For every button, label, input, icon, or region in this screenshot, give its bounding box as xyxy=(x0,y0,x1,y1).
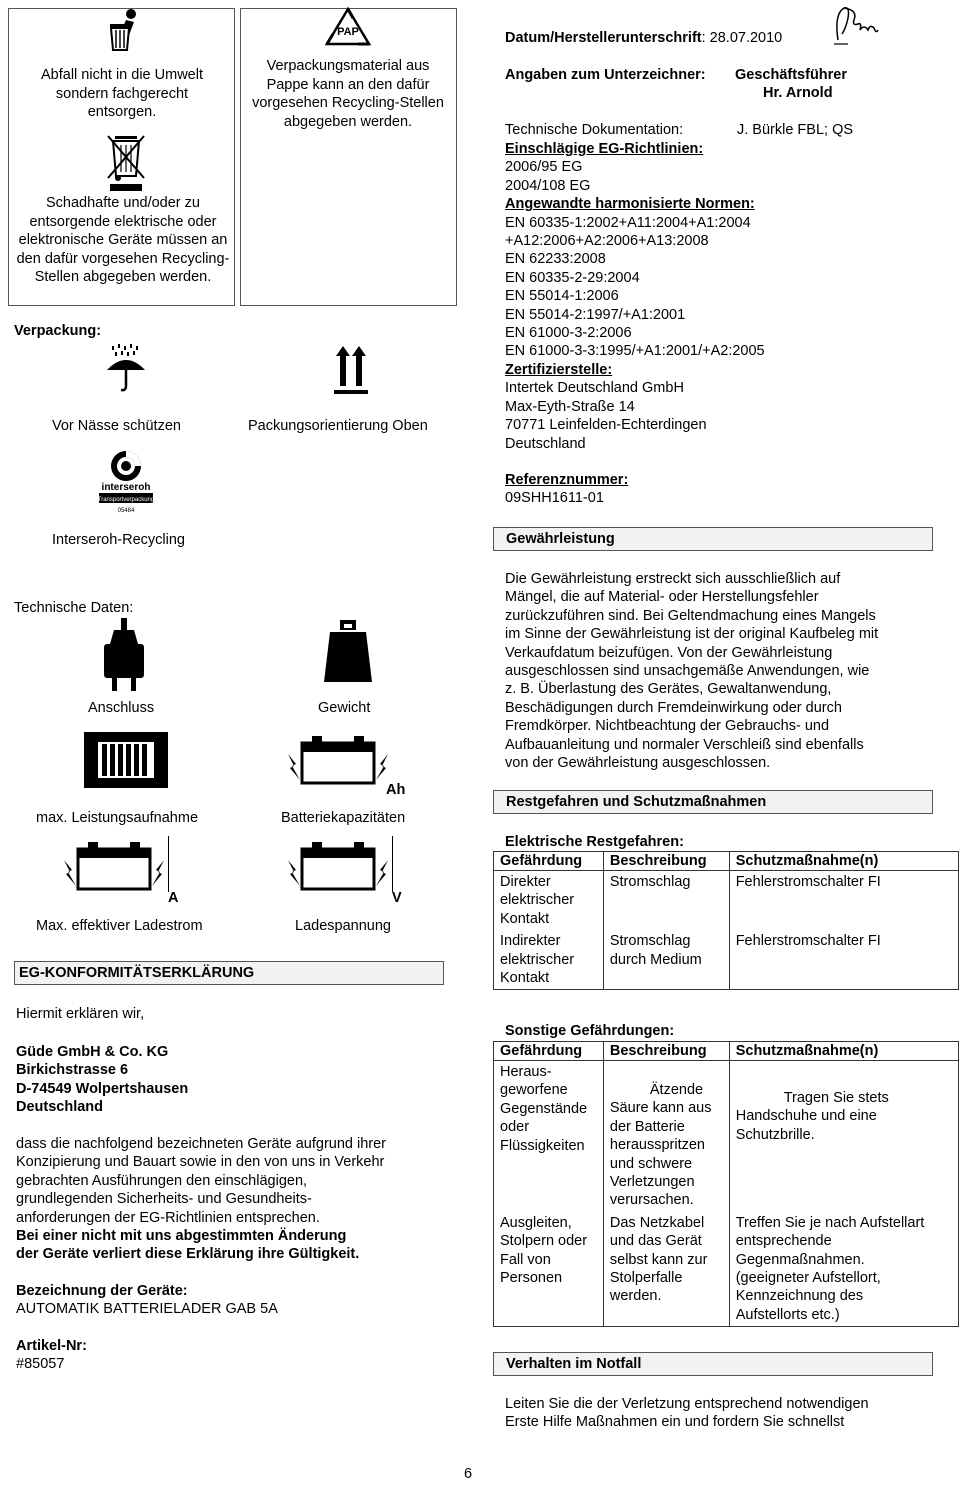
measure-cell-line: Gegenmaßnahmen. xyxy=(735,1251,865,1268)
desc-cell-line: herausspritzen xyxy=(609,1137,705,1154)
warranty-line: ausgeschlossen sind unsachgemäße Anwendungen, wie xyxy=(505,663,870,680)
warranty-line: Beschädigungen durch Fremdeinwirkung oder durch xyxy=(505,699,842,716)
warranty-line: Aufbauanleitung und normaler Verschleiß sind ebenfalls xyxy=(505,736,864,753)
charging-voltage-label: Ladespannung xyxy=(295,918,391,934)
hazard-cell-line: Fall von xyxy=(500,1251,551,1268)
measure-cell-line: Handschuhe und eine xyxy=(735,1108,877,1125)
company-country: Deutschland xyxy=(16,1099,104,1116)
device-name: AUTOMATIK BATTERIELADER GAB 5A xyxy=(16,1301,278,1317)
desc-cell-line: der Batterie xyxy=(609,1118,685,1135)
charging-current-icon xyxy=(60,836,172,904)
table-row xyxy=(494,1061,959,1212)
hazard-cell-line: elektrischer xyxy=(500,951,575,968)
col-measure: Schutzmaßnahme(n) xyxy=(729,852,958,871)
norm-item: EN 55014-1:2006 xyxy=(505,288,619,305)
desc-cell-line: Stromschlag xyxy=(609,874,691,890)
ec-body-line: Konzipierung und Bauart sowie in den von uns in Verkehr xyxy=(16,1154,385,1171)
article-number: #85057 xyxy=(16,1356,65,1372)
wet-label: Vor Nässe schützen xyxy=(52,418,181,434)
signature xyxy=(828,4,882,48)
col-measure: Schutzmaßnahme(n) xyxy=(729,1042,958,1061)
cert-heading: Zertifizierstelle: xyxy=(505,361,613,378)
ec-body-line: anforderungen der EG-Richtlinien entsprechen. xyxy=(16,1209,320,1226)
interseroh-logo xyxy=(96,448,156,516)
charging-current-label: Max. effektiver Ladestrom xyxy=(36,918,203,934)
power-label: max. Leistungsaufnahme xyxy=(36,810,199,826)
ec-body-line: gebrachten Ausführungen den einschlägigen, xyxy=(16,1172,308,1189)
signer-role: Geschäftsführer xyxy=(735,67,848,83)
table-row xyxy=(494,1212,959,1327)
col-hazard: Gefährdung xyxy=(494,1042,604,1061)
date-value: : 28.07.2010 xyxy=(701,30,783,46)
trash-bin-icon xyxy=(104,8,144,52)
ec-body-line: dass die nachfolgend bezeichneten Geräte aufgrund ihrer xyxy=(16,1136,387,1152)
hazard-cell-line: Flüssigkeiten xyxy=(500,1137,585,1154)
directives-block xyxy=(505,140,765,453)
norm-item: EN 60335-2-29:2004 xyxy=(505,269,640,286)
norm-item: EN 60335-1:2002+A11:2004+A1:2004 xyxy=(505,214,751,231)
company-street: Birkichstrasse 6 xyxy=(16,1062,129,1079)
techdoc-value: J. Bürkle FBL; QS xyxy=(737,122,854,138)
hazard-cell-line: Direkter xyxy=(500,874,551,890)
measure-cell-line: Kennzeichnung des xyxy=(735,1288,864,1305)
residual-heading: Restgefahren und Schutzmaßnahmen xyxy=(493,790,933,814)
disposal-text: Abfall nicht in die Umwelt sondern fachgerecht entsorgen. xyxy=(41,67,203,120)
desc-cell-line: Stolperfalle xyxy=(609,1270,683,1287)
warranty-line: zurückzuführen sind. Bei Geltendmachung eines Mangels xyxy=(505,607,876,624)
pap-text: Verpackungsmaterial aus Pappe kann an den dafür vorgesehen Recycling-Stellen abgegeben werden. xyxy=(252,58,444,130)
cert-line: Intertek Deutschland GmbH xyxy=(505,380,684,397)
cert-line: Max-Eyth-Straße 14 xyxy=(505,398,635,415)
measure-cell-line: Fehlerstromschalter FI xyxy=(735,874,881,890)
desc-cell-line: Stromschlag xyxy=(609,933,691,950)
desc-cell-line: werden. xyxy=(609,1288,662,1305)
electric-hazards-table xyxy=(493,851,959,990)
measure-cell-line: Schutzbrille. xyxy=(735,1126,815,1143)
hazard-cell-line: Indirekter xyxy=(500,933,561,950)
table-row xyxy=(494,871,959,931)
desc-cell-line: Das Netzkabel xyxy=(609,1214,705,1231)
norm-item: +A12:2006+A2:2006+A13:2008 xyxy=(505,233,709,250)
measure-cell-line: Fehlerstromschalter FI xyxy=(735,933,881,950)
pap-icon-text: PAP xyxy=(337,26,359,38)
norm-item: EN 61000-3-3:1995/+A1:2001/+A2:2005 xyxy=(505,343,765,360)
weight-icon xyxy=(322,616,374,686)
battery-capacity-unit: Ah xyxy=(386,782,406,798)
device-heading: Bezeichnung der Geräte: xyxy=(16,1283,188,1299)
directives-heading: Einschlägige EG-Richtlinien: xyxy=(505,141,704,157)
norm-item: EN 62233:2008 xyxy=(505,251,606,268)
warranty-line: Verkaufdatum beizufügen. Von der Gewährleistung xyxy=(505,644,833,661)
hazard-cell-line: Heraus- xyxy=(500,1064,552,1080)
weight-label: Gewicht xyxy=(318,700,371,716)
desc-cell-line: verursachen. xyxy=(609,1192,694,1209)
cert-line: Deutschland xyxy=(505,435,586,452)
desc-cell-line: Ätzende xyxy=(649,1082,704,1098)
electric-heading: Elektrische Restgefahren: xyxy=(505,834,684,850)
measure-cell-line: Tragen Sie stets xyxy=(783,1090,889,1106)
ec-body-line: grundlegenden Sicherheits- und Gesundheits- xyxy=(16,1191,312,1208)
norm-item: EN 61000-3-2:2006 xyxy=(505,325,632,342)
date-label: Datum/Herstellerunterschrift xyxy=(505,30,702,46)
measure-cell-line: (geeigneter Aufstellort, xyxy=(735,1270,881,1287)
emergency-heading: Verhalten im Notfall xyxy=(493,1352,933,1376)
warranty-line: z. B. Überlastung des Gerätes, Gewaltanwendung, xyxy=(505,681,832,698)
page-number: 6 xyxy=(464,1466,473,1482)
orientation-label: Packungsorientierung Oben xyxy=(248,418,428,434)
norm-item: EN 55014-2:1997/+A1:2001 xyxy=(505,306,686,323)
signer-label: Angaben zum Unterzeichner: xyxy=(505,67,706,83)
directive-item: 2006/95 EG xyxy=(505,159,583,176)
signer-name: Hr. Arnold xyxy=(763,85,833,101)
battery-capacity-icon xyxy=(284,730,396,798)
hazard-cell-line: elektrischer xyxy=(500,892,575,909)
ref-heading: Referenznummer: xyxy=(505,472,629,488)
desc-cell-line: und schwere xyxy=(609,1155,693,1172)
packaging-heading: Verpackung: xyxy=(14,323,102,339)
company-address xyxy=(16,1043,188,1117)
hazard-cell-line: geworfene xyxy=(500,1082,568,1099)
hazard-cell-line: Stolpern oder xyxy=(500,1233,588,1250)
measure-cell-line: entsprechende xyxy=(735,1233,832,1250)
crossed-bin-icon xyxy=(104,132,148,192)
charging-voltage-unit: V xyxy=(392,890,402,906)
article-heading: Artikel-Nr: xyxy=(16,1338,87,1354)
warranty-line: Die Gewährleistung erstreckt sich ausschließlich auf xyxy=(505,571,841,587)
plug-icon xyxy=(100,618,148,692)
desc-cell-line: selbst kann zur xyxy=(609,1251,708,1268)
hazard-cell-line: oder xyxy=(500,1119,530,1136)
col-description: Beschreibung xyxy=(603,1042,729,1061)
charging-voltage-icon xyxy=(284,836,396,904)
measure-cell-line: Aufstellorts etc.) xyxy=(735,1306,840,1323)
warranty-heading: Gewährleistung xyxy=(493,527,933,551)
cert-line: 70771 Leinfelden-Echterdingen xyxy=(505,417,707,434)
table-header-row xyxy=(494,852,959,871)
desc-cell-line: Säure kann aus xyxy=(609,1100,712,1117)
pap-box xyxy=(240,8,457,306)
plug-label: Anschluss xyxy=(88,700,155,716)
electronics-disposal-text: Schadhafte und/oder zu entsorgende elektrische oder elektronische Geräte müssen an den dafür vorgesehen Recycling-Stellen abgegeben werden. xyxy=(16,195,230,285)
warranty-line: von der Gewährleistung ausgeschlossen. xyxy=(505,755,771,772)
this-side-up-icon xyxy=(332,346,370,396)
battery-capacity-label: Batteriekapazitäten xyxy=(281,810,406,826)
interseroh-label: Interseroh-Recycling xyxy=(52,532,185,548)
warranty-text xyxy=(505,570,878,772)
power-icon xyxy=(82,730,170,790)
company-city: D-74549 Wolpertshausen xyxy=(16,1080,189,1097)
directive-item: 2004/108 EG xyxy=(505,177,591,194)
tech-heading: Technische Daten: xyxy=(14,600,134,616)
charging-voltage-rule xyxy=(392,836,393,892)
other-hazards-table xyxy=(493,1041,959,1327)
interseroh-logo-num: 05484 xyxy=(117,508,135,514)
ec-body xyxy=(16,1135,386,1264)
desc-cell-line: Verletzungen xyxy=(609,1174,695,1191)
ref-value: 09SHH1611-01 xyxy=(505,490,604,506)
umbrella-icon xyxy=(104,344,148,394)
other-heading: Sonstige Gefährdungen: xyxy=(505,1023,675,1039)
hazard-cell-line: Kontakt xyxy=(500,910,550,927)
ec-intro: Hiermit erklären wir, xyxy=(16,1006,145,1022)
emergency-line: Erste Hilfe Maßnahmen ein und fordern Sie schnellst xyxy=(505,1414,845,1431)
company-name: Güde GmbH & Co. KG xyxy=(16,1044,169,1060)
warranty-line: im Sinne der Gewährleistung ist der original Kaufbeleg mit xyxy=(505,626,879,643)
charging-current-rule xyxy=(168,836,169,892)
table-header-row xyxy=(494,1042,959,1061)
col-description: Beschreibung xyxy=(603,852,729,871)
emergency-text xyxy=(505,1395,869,1432)
table-row xyxy=(494,930,959,990)
warranty-line: Fremdkörper. Nichtbeachtung der Gebrauchs- und xyxy=(505,718,830,735)
techdoc-label: Technische Dokumentation: xyxy=(505,122,684,138)
measure-cell-line: Treffen Sie je nach Aufstellart xyxy=(735,1214,925,1231)
pap-recycling-icon xyxy=(322,6,374,50)
hazard-cell-line: Kontakt xyxy=(500,970,550,987)
charging-current-unit: A xyxy=(168,890,179,906)
interseroh-logo-word: interseroh xyxy=(101,482,151,493)
hazard-cell-line: Gegenstände xyxy=(500,1100,588,1117)
ec-title: EG-KONFORMITÄTSERKLÄRUNG xyxy=(14,961,444,985)
hazard-cell-line: Personen xyxy=(500,1270,563,1287)
interseroh-logo-sub: Transportverpackung xyxy=(97,497,155,503)
norms-heading: Angewandte harmonisierte Normen: xyxy=(505,196,755,213)
emergency-line: Leiten Sie die der Verletzung entsprechend notwendigen xyxy=(505,1396,869,1412)
ec-bold-line: der Geräte verliert diese Erklärung ihre Gültigkeit. xyxy=(16,1246,360,1263)
col-hazard: Gefährdung xyxy=(494,852,604,871)
hazard-cell-line: Ausgleiten, xyxy=(500,1214,572,1231)
warranty-line: Mängel, die auf Material- oder Herstellungsfehler xyxy=(505,589,819,606)
date-line xyxy=(505,30,782,46)
desc-cell-line: durch Medium xyxy=(609,951,702,968)
desc-cell-line: und das Gerät xyxy=(609,1233,702,1250)
ec-bold-line: Bei einer nicht mit uns abgestimmten Änderung xyxy=(16,1228,347,1245)
